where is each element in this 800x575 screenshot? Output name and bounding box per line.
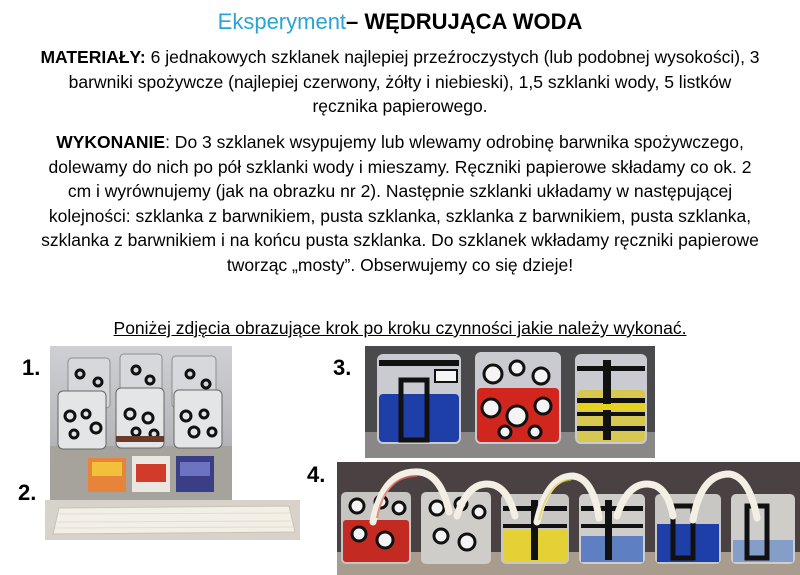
procedure-label: WYKONANIE bbox=[56, 132, 166, 152]
photo-step-3 bbox=[365, 346, 655, 458]
procedure-paragraph bbox=[40, 130, 760, 277]
materials-text: 6 jednakowych szklanek najlepiej przeźroczystych (lub podobnej wysokości), 3 barwniki spożywcze (najlepiej czerwony, żółty i niebieski), 1,5 szklanki wody, 5 listków ręcznika papierowego. bbox=[68, 47, 760, 116]
title-main: – WĘDRUJĄCA WODA bbox=[346, 9, 583, 34]
procedure-text: : Do 3 szklanek wsypujemy lub wlewamy odrobinę barwnika spożywczego, dolewamy do nich po pół szklanki wody i mieszamy. Ręczniki papierowe składamy co ok. 2 cm i wyrównujemy (jak na obrazku nr 2). Następnie szklanki układamy w następującej kolejności: szklanka z barwnikiem, pusta szklanka, szklanka z barwnikiem, pusta szklanka, szklanka z barwnikiem i na końcu pusta szklanka. Do szklanek wkładamy ręczniki papierowe tworząc „mosty”. Obserwujemy co się dzieje! bbox=[41, 132, 759, 275]
step-number-3: 3. bbox=[333, 355, 352, 380]
title-prefix: Eksperyment bbox=[217, 9, 347, 34]
photo-step-4 bbox=[337, 462, 800, 575]
photos-note: Poniżej zdjęcia obrazujące krok po kroku czynności jakie należy wykonać. bbox=[113, 318, 687, 338]
photo-step-2 bbox=[45, 500, 300, 540]
page-title bbox=[0, 8, 800, 36]
step-number-4: 4. bbox=[307, 462, 326, 487]
photo-step-1 bbox=[50, 346, 232, 501]
step-number-1: 1. bbox=[22, 355, 41, 380]
materials-paragraph bbox=[40, 45, 760, 119]
materials-label: MATERIAŁY: bbox=[40, 47, 146, 67]
step-number-2: 2. bbox=[18, 480, 37, 505]
